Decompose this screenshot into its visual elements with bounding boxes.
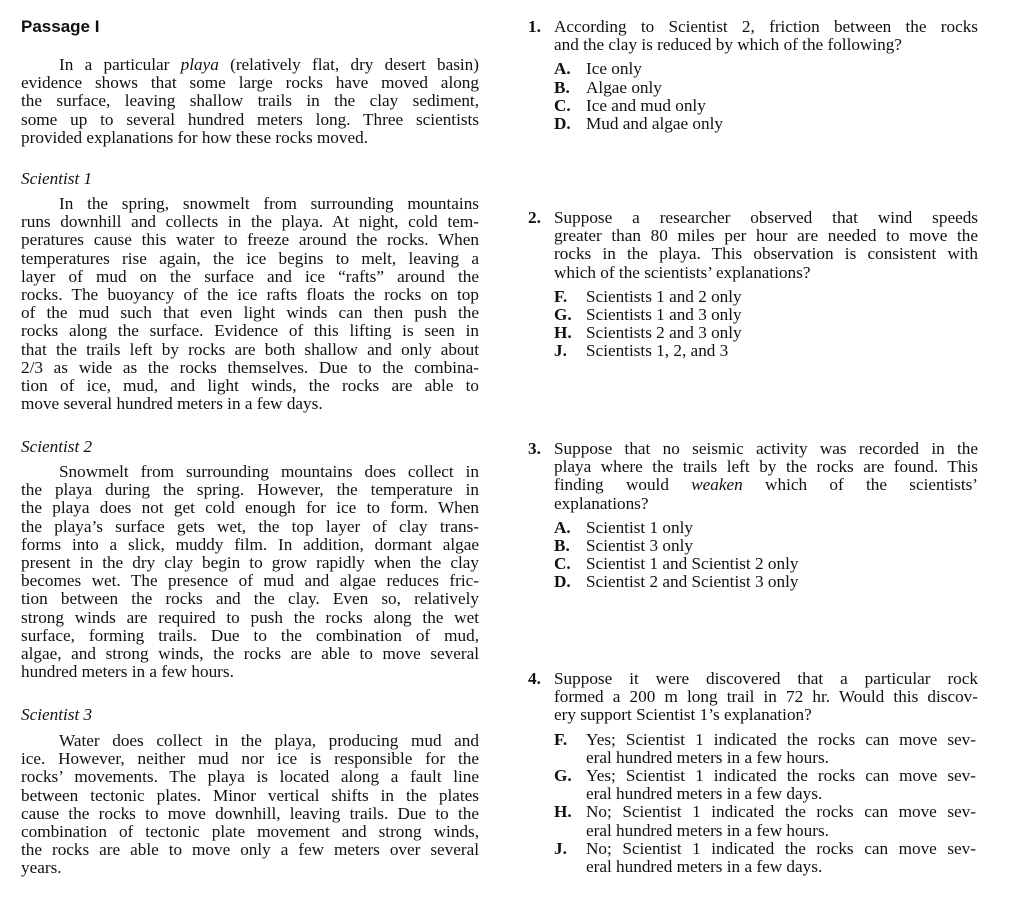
question-4	[528, 670, 980, 876]
text-line: Snowmelt from surrounding mountains does collect in	[59, 462, 479, 481]
text-line: Scientist 1 and Scientist 2 only	[586, 554, 799, 574]
scientist-1-paragraph	[21, 195, 479, 413]
answer-options	[554, 519, 980, 592]
question-stem	[554, 440, 978, 513]
option-letter: A.	[554, 59, 571, 79]
text-line: In the spring, snowmelt from surrounding mountains	[59, 194, 479, 213]
answer-option[interactable]	[554, 306, 976, 324]
text-line: the surface, leaving shallow trails in the clay sediment,	[21, 91, 479, 111]
answer-option[interactable]	[554, 537, 976, 555]
option-text	[586, 97, 976, 115]
option-letter: B.	[554, 535, 570, 555]
text-line: present in the dry clay begin to grow rapidly when the clay	[21, 552, 479, 572]
option-text	[586, 342, 976, 360]
text-line: Scientists 1 and 3 only	[586, 304, 742, 324]
option-text	[586, 115, 976, 133]
option-text	[586, 840, 976, 876]
text-line: greater than 80 miles per hour are needed to move the	[554, 226, 978, 246]
text-line: Scientist 2 and Scientist 3 only	[586, 572, 799, 592]
text-line: the playa’s surface gets wet, the top layer of clay trans-	[21, 516, 479, 536]
text-line: evidence shows that some large rocks have moved along	[21, 73, 479, 93]
option-letter: D.	[554, 572, 571, 592]
text-line: Suppose it were discovered that a particular rock	[554, 669, 978, 688]
option-text	[586, 288, 976, 306]
text-line: eral hundred meters in a few hours.	[586, 820, 829, 840]
question-number: 4.	[528, 669, 541, 688]
text-line: forms into a slick, muddy film. In addition, dormant algae	[21, 534, 479, 554]
answer-option[interactable]	[554, 288, 976, 306]
answer-options	[554, 288, 980, 361]
text-line: eral hundred meters in a few days.	[586, 856, 823, 876]
text-line: move several hundred meters in a few days.	[21, 394, 323, 414]
option-letter: G.	[554, 304, 572, 324]
text-line: In a particular playa (relatively flat, dry desert basin)	[59, 55, 479, 74]
question-stem	[554, 670, 978, 725]
text-line: cause the rocks to move downhill, leaving trails. Due to the	[21, 803, 479, 823]
text-line: becomes wet. The presence of mud and algae reduces fric-	[21, 571, 479, 591]
text-line: explanations?	[554, 493, 649, 513]
text-line: rocks along the surface. Evidence of this lifting is seen in	[21, 321, 479, 341]
option-letter: C.	[554, 95, 571, 115]
passage-intro	[21, 56, 479, 147]
text-line: Scientist 3 only	[586, 535, 693, 555]
text-line: and the clay is reduced by which of the following?	[554, 35, 902, 55]
option-text	[586, 803, 976, 839]
answer-options	[554, 731, 980, 877]
text-line: playa where the trails left by the rocks are found. This	[554, 457, 978, 477]
text-line: rocks’ movements. The playa is located along a fault line	[21, 767, 479, 787]
text-line: ice. However, neither mud nor ice is responsible for the	[21, 749, 479, 769]
text-line: finding would weaken which of the scientists’	[554, 475, 979, 495]
text-line: 2/3 as wide as the rocks themselves. Due to the combina-	[21, 357, 479, 377]
question-number: 1.	[528, 17, 541, 36]
answer-option[interactable]	[554, 767, 976, 803]
question-stem	[554, 209, 978, 282]
text-line: years.	[21, 858, 62, 878]
scientist-3-paragraph	[21, 732, 479, 878]
text-line: No; Scientist 1 indicated the rocks can move sev-	[586, 838, 976, 858]
answer-option[interactable]	[554, 79, 976, 97]
text-line: ery support Scientist 1’s explanation?	[554, 705, 812, 725]
option-letter: C.	[554, 554, 571, 574]
option-text	[586, 537, 976, 555]
scientist-1-heading: Scientist 1	[21, 169, 93, 188]
text-line: strong winds are required to push the rocks along the wet	[21, 607, 479, 627]
text-line: algae, and strong winds, the rocks are able to move several	[21, 643, 479, 663]
option-text	[586, 767, 976, 803]
answer-option[interactable]	[554, 731, 976, 767]
option-letter: G.	[554, 765, 572, 785]
answer-option[interactable]	[554, 342, 976, 360]
text-line: Yes; Scientist 1 indicated the rocks can move sev-	[586, 765, 976, 785]
text-line: Yes; Scientist 1 indicated the rocks can move sev-	[586, 729, 976, 749]
scientist-3-heading: Scientist 3	[21, 705, 93, 724]
option-letter: H.	[554, 323, 572, 343]
text-line: rocks. The buoyancy of the ice rafts floats the rocks on top	[21, 284, 479, 304]
question-stem	[554, 18, 978, 54]
option-letter: F.	[554, 729, 568, 749]
answer-option[interactable]	[554, 97, 976, 115]
text-line: the playa does not get cold enough for ice to form. When	[21, 498, 479, 518]
text-line: surface, forming trails. Due to the combination of mud,	[21, 625, 479, 645]
text-line: Ice only	[586, 59, 642, 79]
option-letter: B.	[554, 77, 570, 97]
text-line: Scientists 2 and 3 only	[586, 323, 742, 343]
option-text	[586, 573, 976, 591]
question-1	[528, 18, 980, 133]
option-text	[586, 519, 976, 537]
passage-title: Passage I	[21, 17, 100, 36]
answer-option[interactable]	[554, 519, 976, 537]
text-line: some up to several hundred meters long. Three scientists	[21, 109, 479, 129]
option-text	[586, 60, 976, 78]
text-line: Suppose that no seismic activity was recorded in the	[554, 439, 978, 458]
question-3	[528, 440, 980, 592]
text-line: Scientists 1 and 2 only	[586, 286, 742, 306]
option-letter: A.	[554, 517, 571, 537]
text-line: provided explanations for how these rocks moved.	[21, 127, 369, 147]
text-line: No; Scientist 1 indicated the rocks can move sev-	[586, 802, 976, 822]
question-number: 3.	[528, 439, 541, 458]
text-line: layer of mud on the surface and ice “rafts” around the	[21, 266, 479, 286]
answer-option[interactable]	[554, 115, 976, 133]
option-letter: D.	[554, 113, 571, 133]
text-line: Algae only	[586, 77, 662, 97]
text-line: Water does collect in the playa, producing mud and	[59, 731, 479, 750]
answer-option[interactable]	[554, 60, 976, 78]
option-text	[586, 79, 976, 97]
answer-option[interactable]	[554, 573, 976, 591]
text-line: Suppose a researcher observed that wind speeds	[554, 208, 978, 227]
question-number: 2.	[528, 208, 541, 227]
scientist-2-paragraph	[21, 463, 479, 681]
text-line: formed a 200 m long trail in 72 hr. Would this discov-	[554, 687, 978, 707]
text-line: Ice and mud only	[586, 95, 706, 115]
answer-option[interactable]	[554, 840, 976, 876]
text-line: runs downhill and collects in the playa. At night, cold tem-	[21, 212, 479, 232]
text-line: the rocks are able to move only a few meters over several	[21, 840, 479, 860]
option-letter: J.	[554, 341, 567, 361]
option-letter: J.	[554, 838, 567, 858]
option-letter: F.	[554, 286, 568, 306]
answer-options	[554, 60, 980, 133]
option-text	[586, 324, 976, 342]
option-text	[586, 731, 976, 767]
answer-option[interactable]	[554, 803, 976, 839]
question-2	[528, 209, 980, 361]
text-line: According to Scientist 2, friction between the rocks	[554, 17, 978, 36]
text-line: hundred meters in a few hours.	[21, 662, 234, 682]
text-line: tion of ice, mud, and light winds, the rocks are able to	[21, 375, 479, 395]
text-line: eral hundred meters in a few days.	[586, 784, 823, 804]
answer-option[interactable]	[554, 555, 976, 573]
text-line: Scientists 1, 2, and 3	[586, 341, 729, 361]
text-line: rocks in the playa. This observation is consistent with	[554, 244, 978, 264]
text-line: peratures cause this water to freeze around the rocks. When	[21, 230, 479, 250]
text-line: temperatures rise again, the ice begins to melt, leaving a	[21, 248, 479, 268]
text-line: tion between the rocks and the clay. Even so, relatively	[21, 589, 479, 609]
scientist-2-heading: Scientist 2	[21, 437, 93, 456]
option-text	[586, 306, 976, 324]
option-letter: H.	[554, 802, 572, 822]
text-line: which of the scientists’ explanations?	[554, 262, 811, 282]
text-line: the playa during the spring. However, the temperature in	[21, 480, 479, 500]
text-line: between tectonic plates. Minor vertical shifts in the plates	[21, 785, 479, 805]
text-line: that the trails left by rocks are both shallow and only about	[21, 339, 479, 359]
text-line: Scientist 1 only	[586, 517, 693, 537]
text-line: combination of tectonic plate movement and strong winds,	[21, 821, 479, 841]
text-line: Mud and algae only	[586, 113, 723, 133]
text-line: eral hundred meters in a few hours.	[586, 747, 829, 767]
option-text	[586, 555, 976, 573]
answer-option[interactable]	[554, 324, 976, 342]
text-line: of the mud such that even light winds can then push the	[21, 303, 479, 323]
